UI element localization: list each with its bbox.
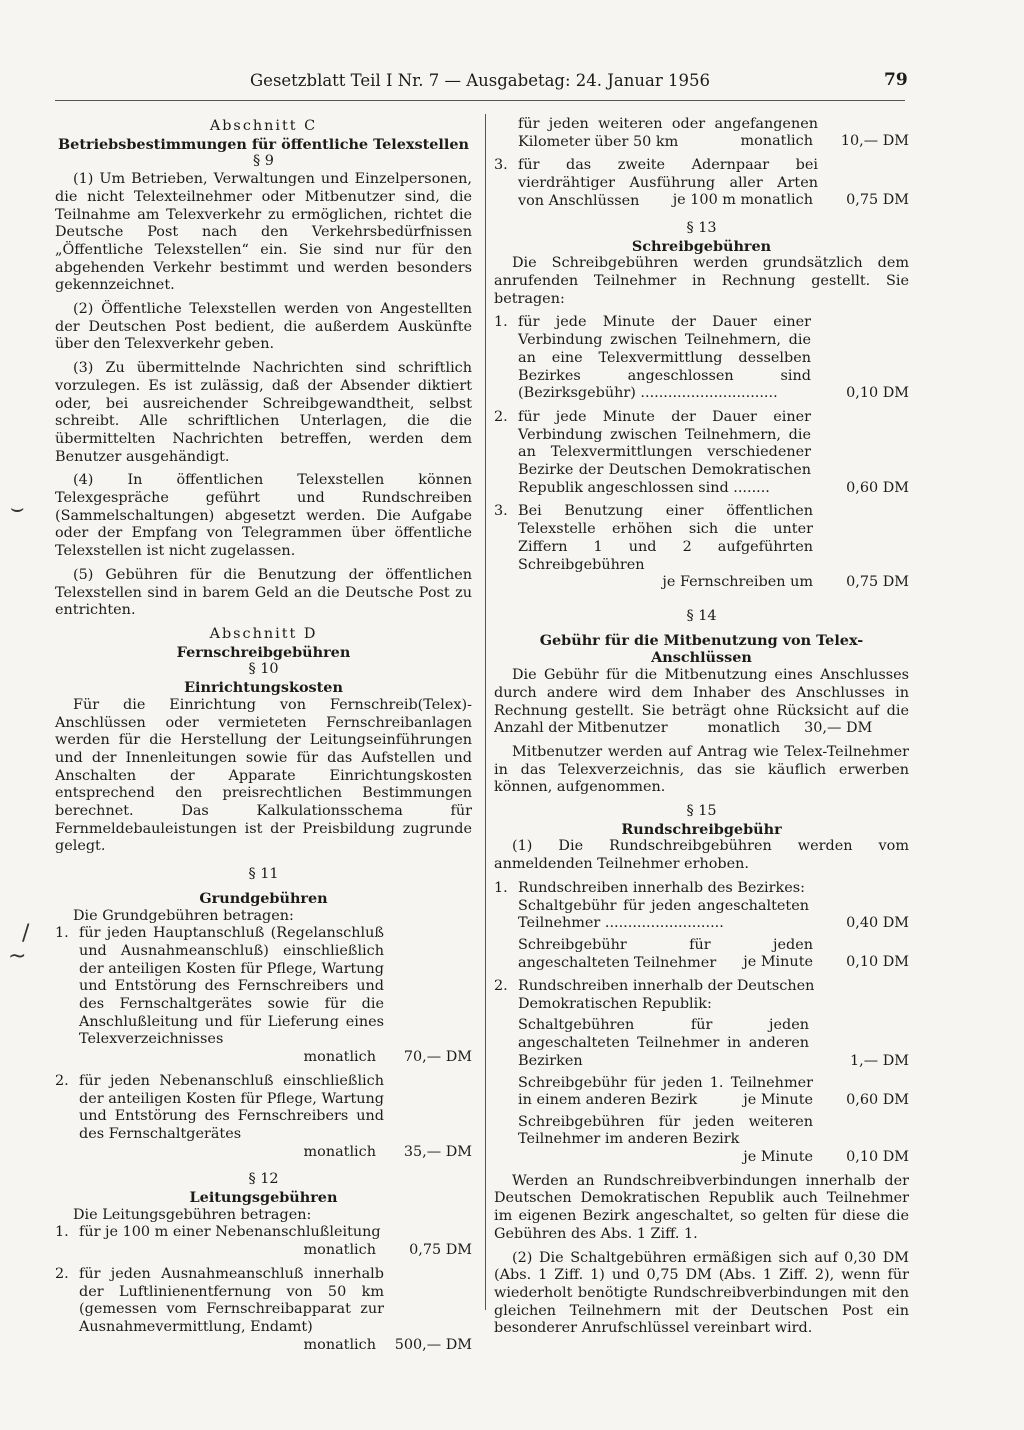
paragraph-9-2: (2) Öffentliche Telexstellen werden von Angestellten der Deutschen Post bedient, die außerdem Auskünfte über den Telexverkehr geben. bbox=[55, 301, 472, 353]
item-text: Schaltgebühr für jeden angeschalteten Teilnehmer .......................... bbox=[518, 897, 809, 932]
margin-mark: ~ bbox=[8, 944, 27, 969]
item-number: 1. bbox=[494, 314, 508, 331]
item-amount: 0,10 DM bbox=[846, 1149, 909, 1166]
item-unit: monatlich bbox=[303, 1336, 376, 1353]
item-text: für jede Minute der Dauer einer Verbindung zwischen Teilnehmern, die an eine Telexvermittlung desselben Bezirkes angeschlossen sind (Bezirksgebühr) .............................. bbox=[518, 314, 811, 402]
list-item bbox=[494, 503, 909, 592]
paragraph-14-number: § 14 bbox=[686, 607, 717, 624]
paragraph-14-heading: Gebühr für die Mitbenutzung von Telex-Anschlüssen bbox=[539, 631, 864, 667]
right-column bbox=[494, 116, 909, 1338]
margin-mark: / bbox=[22, 921, 30, 946]
item-unit: monatlich bbox=[303, 1242, 376, 1259]
item-amount: 35,— DM bbox=[403, 1143, 472, 1160]
paragraph-10-text: Für die Einrichtung von Fernschreib(Telex)-Anschlüssen oder vermieteten Fernschreibanlagen werden für die Herstellung der Leitungseinführungen und der Innenleitungen sowie für das Aufstellen und Anschalten der Apparate Einrichtungskosten entsprechend den preisrechtlichen Bestimmungen berechnet. Das Kalkulationsschema für Fernmeldebauleistungen ist der Preisbildung zugrunde gelegt. bbox=[55, 696, 472, 855]
paragraph-11-heading: Grundgebühren bbox=[199, 889, 328, 907]
paragraph-9-1: (1) Um Betrieben, Verwaltungen und Einzelpersonen, die nicht Telexteilnehmer oder Mitbenutzer sind, die Teilnahme am Telexverkehr zu ermöglichen, richtet die Deutsche Post nach den Verkehrsbedürfnissen „Öffentliche Telexstellen“ ein. Sie sind nur für den abgehenden Verkehr bestimmt und werden besonders gekennzeichnet. bbox=[55, 171, 472, 294]
item-amount: 1,— DM bbox=[850, 1052, 909, 1069]
page-number: 79 bbox=[884, 70, 908, 90]
paragraph-11-intro: Die Grundgebühren betragen: bbox=[73, 907, 294, 924]
list-item bbox=[55, 1224, 472, 1259]
item-text: Schreibgebühren für jeden weiteren Teilnehmer im anderen Bezirk bbox=[518, 1113, 813, 1148]
list-item bbox=[494, 409, 909, 498]
paragraph-10-heading: Einrichtungskosten bbox=[184, 679, 343, 697]
list-item bbox=[494, 880, 909, 972]
paragraph-15-text-2: Werden an Rundschreibverbindungen innerhalb der Deutschen Demokratischen Republik auch Teilnehmer im eigenen Bezirk angeschaltet, so gelten für diese die Gebühren des Abs. 1 Ziff. 1. bbox=[494, 1172, 909, 1242]
item-amount: 500,— DM bbox=[394, 1336, 472, 1353]
paragraph-14-text: Die Gebühr für die Mitbenutzung eines Anschlusses durch andere wird dem Inhaber des Anschlusses in Rechnung gestellt. Sie beträgt ohne Rücksicht auf die Anzahl der Mitbenutzer monatlich 30,— DM bbox=[494, 667, 909, 737]
paragraph-13-heading: Schreibgebühren bbox=[631, 237, 772, 255]
item-text: Bei Benutzung einer öffentlichen Telexstelle erhöhen sich die unter Ziffern 1 und 2 aufgeführten Schreibgebühren bbox=[518, 503, 813, 573]
item-amount: 0,75 DM bbox=[846, 574, 909, 591]
item-amount: 10,— DM bbox=[840, 133, 909, 150]
paragraph-9-number: § 9 bbox=[253, 153, 274, 170]
item-text: für je 100 m einer Nebenanschlußleitung bbox=[79, 1224, 381, 1241]
paragraph-14-text-2: Mitbenutzer werden auf Antrag wie Telex-Teilnehmer in das Telexverzeichnis, das sie käuflich erwerben können, aufgenommen. bbox=[494, 743, 909, 796]
item-unit: monatlich bbox=[740, 133, 813, 150]
item-number: 3. bbox=[494, 503, 508, 520]
item-number: 3. bbox=[494, 157, 508, 174]
item-text: für jede Minute der Dauer einer Verbindung zwischen Teilnehmern, die an Telexvermittlungen verschiedener Bezirke der Deutschen Demokratischen Republik angeschlossen sind ........ bbox=[518, 408, 811, 496]
section-c-title: Abschnitt C bbox=[209, 118, 318, 134]
running-header: Gesetzblatt Teil I Nr. 7 — Ausgabetag: 24. Januar 1956 bbox=[250, 71, 710, 90]
item-number: 1. bbox=[55, 1224, 69, 1241]
paragraph-9-3: (3) Zu übermittelnde Nachrichten sind schriftlich vorzulegen. Es ist zulässig, daß der Absender diktiert oder, bei ausreichender Schreibgewandtheit, selbst schreibt. Alle schriftlichen Unterlagen, die die übermittelten Nachrichten betreffen, werden dem Benutzer ausgehändigt. bbox=[55, 360, 472, 465]
item-number: 2. bbox=[494, 978, 508, 995]
item-amount: 0,10 DM bbox=[846, 385, 909, 402]
paragraph-9-4: (4) In öffentlichen Telexstellen können Telexgespräche geführt und Rundschreiben (Sammelschaltungen) abgesetzt werden. Die Aufgabe oder der Empfang von Telegrammen über öffentliche Telexstellen ist nicht zugelassen. bbox=[55, 472, 472, 560]
item-unit: je Fernschreiben um bbox=[662, 574, 813, 591]
column-divider bbox=[485, 114, 486, 1310]
item-amount: 70,— DM bbox=[403, 1049, 472, 1066]
item-text: für das zweite Adernpaar bei vierdrähtiger Ausführung aller Arten von Anschlüssen bbox=[518, 157, 818, 209]
list-item bbox=[494, 978, 909, 1167]
item-unit: je 100 m monatlich bbox=[672, 192, 813, 209]
item-text: für jeden Hauptanschluß (Regelanschluß und Ausnahmeanschluß) einschließlich der anteiligen Kosten für Pflege, Wartung und Entstörung des Fernschreibers und des Fernschaltgerätes sowie für die Anschlußleitung und für Lieferung eines Telexverzeichnisses bbox=[79, 925, 384, 1048]
item-unit: je Minute bbox=[743, 954, 813, 971]
item-text: Schreibgebühr für jeden angeschalteten Teilnehmer bbox=[518, 936, 813, 971]
item-number: 2. bbox=[55, 1265, 69, 1282]
paragraph-15-intro: (1) Die Rundschreibgebühren werden vom anmeldenden Teilnehmer erhoben. bbox=[494, 838, 909, 873]
item-amount: 0,40 DM bbox=[846, 915, 909, 932]
item-text: für jeden Nebenanschluß einschließlich der anteiligen Kosten für Pflege, Wartung und Entstörung des Fernschreibers und des Fernschaltgerätes bbox=[79, 1072, 384, 1142]
list-item bbox=[494, 157, 909, 210]
item-number: 2. bbox=[55, 1072, 69, 1089]
paragraph-12-intro: Die Leitungsgebühren betragen: bbox=[73, 1206, 312, 1223]
list-item bbox=[494, 116, 909, 151]
item-text: für jeden weiteren oder angefangenen Kilometer über 50 km bbox=[518, 116, 818, 150]
item-unit: je Minute bbox=[743, 1091, 813, 1108]
item-amount: 0,60 DM bbox=[846, 1091, 909, 1108]
section-d-title: Abschnitt D bbox=[209, 625, 318, 642]
item-text: Rundschreiben innerhalb der Deutschen Demokratischen Republik: bbox=[518, 978, 815, 1012]
list-item bbox=[55, 925, 472, 1067]
paragraph-13-intro: Die Schreibgebühren werden grundsätzlich dem anrufenden Teilnehmer in Rechnung gestellt. Sie betragen: bbox=[494, 255, 909, 307]
paragraph-9-5: (5) Gebühren für die Benutzung der öffentlichen Telexstellen sind in barem Geld an die Deutsche Post zu entrichten. bbox=[55, 566, 472, 619]
paragraph-15-heading: Rundschreibgebühr bbox=[621, 820, 782, 838]
paragraph-12-heading: Leitungsgebühren bbox=[189, 1189, 338, 1207]
item-text: Schaltgebühren für jeden angeschalteten Teilnehmer in anderen Bezirken bbox=[518, 1017, 809, 1069]
item-amount: 0,75 DM bbox=[409, 1242, 472, 1259]
item-number: 2. bbox=[494, 408, 508, 425]
item-number: 1. bbox=[55, 925, 69, 942]
item-unit: monatlich bbox=[303, 1143, 376, 1160]
section-d-heading: Fernschreibgebühren bbox=[176, 643, 351, 661]
list-item bbox=[494, 314, 909, 403]
left-column bbox=[55, 118, 472, 1354]
item-amount: 0,60 DM bbox=[846, 479, 909, 496]
paragraph-11-number: § 11 bbox=[248, 866, 279, 883]
item-amount: 0,10 DM bbox=[846, 954, 909, 971]
paragraph-13-number: § 13 bbox=[686, 219, 717, 236]
item-text: Schreibgebühr für jeden 1. Teilnehmer in einem anderen Bezirk bbox=[518, 1074, 813, 1109]
list-item bbox=[55, 1073, 472, 1162]
paragraph-15-text-3: (2) Die Schaltgebühren ermäßigen sich auf 0,30 DM (Abs. 1 Ziff. 1) und 0,75 DM (Abs. 1 Ziff. 2), wenn für wiederholt benötigte Rundschreibverbindungen mit den gleichen Teilnehmern mit der Deutschen Post ein besonderer Anrufschlüssel vereinbart wird. bbox=[494, 1249, 909, 1337]
paragraph-15-number: § 15 bbox=[686, 803, 717, 820]
item-text: für jeden Ausnahmeanschluß innerhalb der Luftlinienentfernung von 50 km (gemessen vom Fernschreibapparat zur Ausnahmevermittlung, Endamt) bbox=[79, 1265, 384, 1335]
item-text: Rundschreiben innerhalb des Bezirkes: bbox=[518, 879, 805, 896]
item-number: 1. bbox=[494, 879, 508, 896]
list-item bbox=[55, 1266, 472, 1355]
item-unit: monatlich bbox=[303, 1049, 376, 1066]
item-unit: je Minute bbox=[743, 1149, 813, 1166]
item-amount: 0,75 DM bbox=[846, 192, 909, 209]
header-rule bbox=[55, 100, 905, 101]
section-c-heading: Betriebsbestimmungen für öffentliche Telexstellen bbox=[58, 135, 469, 153]
paragraph-10-number: § 10 bbox=[248, 661, 279, 678]
margin-mark: ⌣ bbox=[10, 496, 25, 521]
paragraph-12-number: § 12 bbox=[248, 1171, 279, 1188]
